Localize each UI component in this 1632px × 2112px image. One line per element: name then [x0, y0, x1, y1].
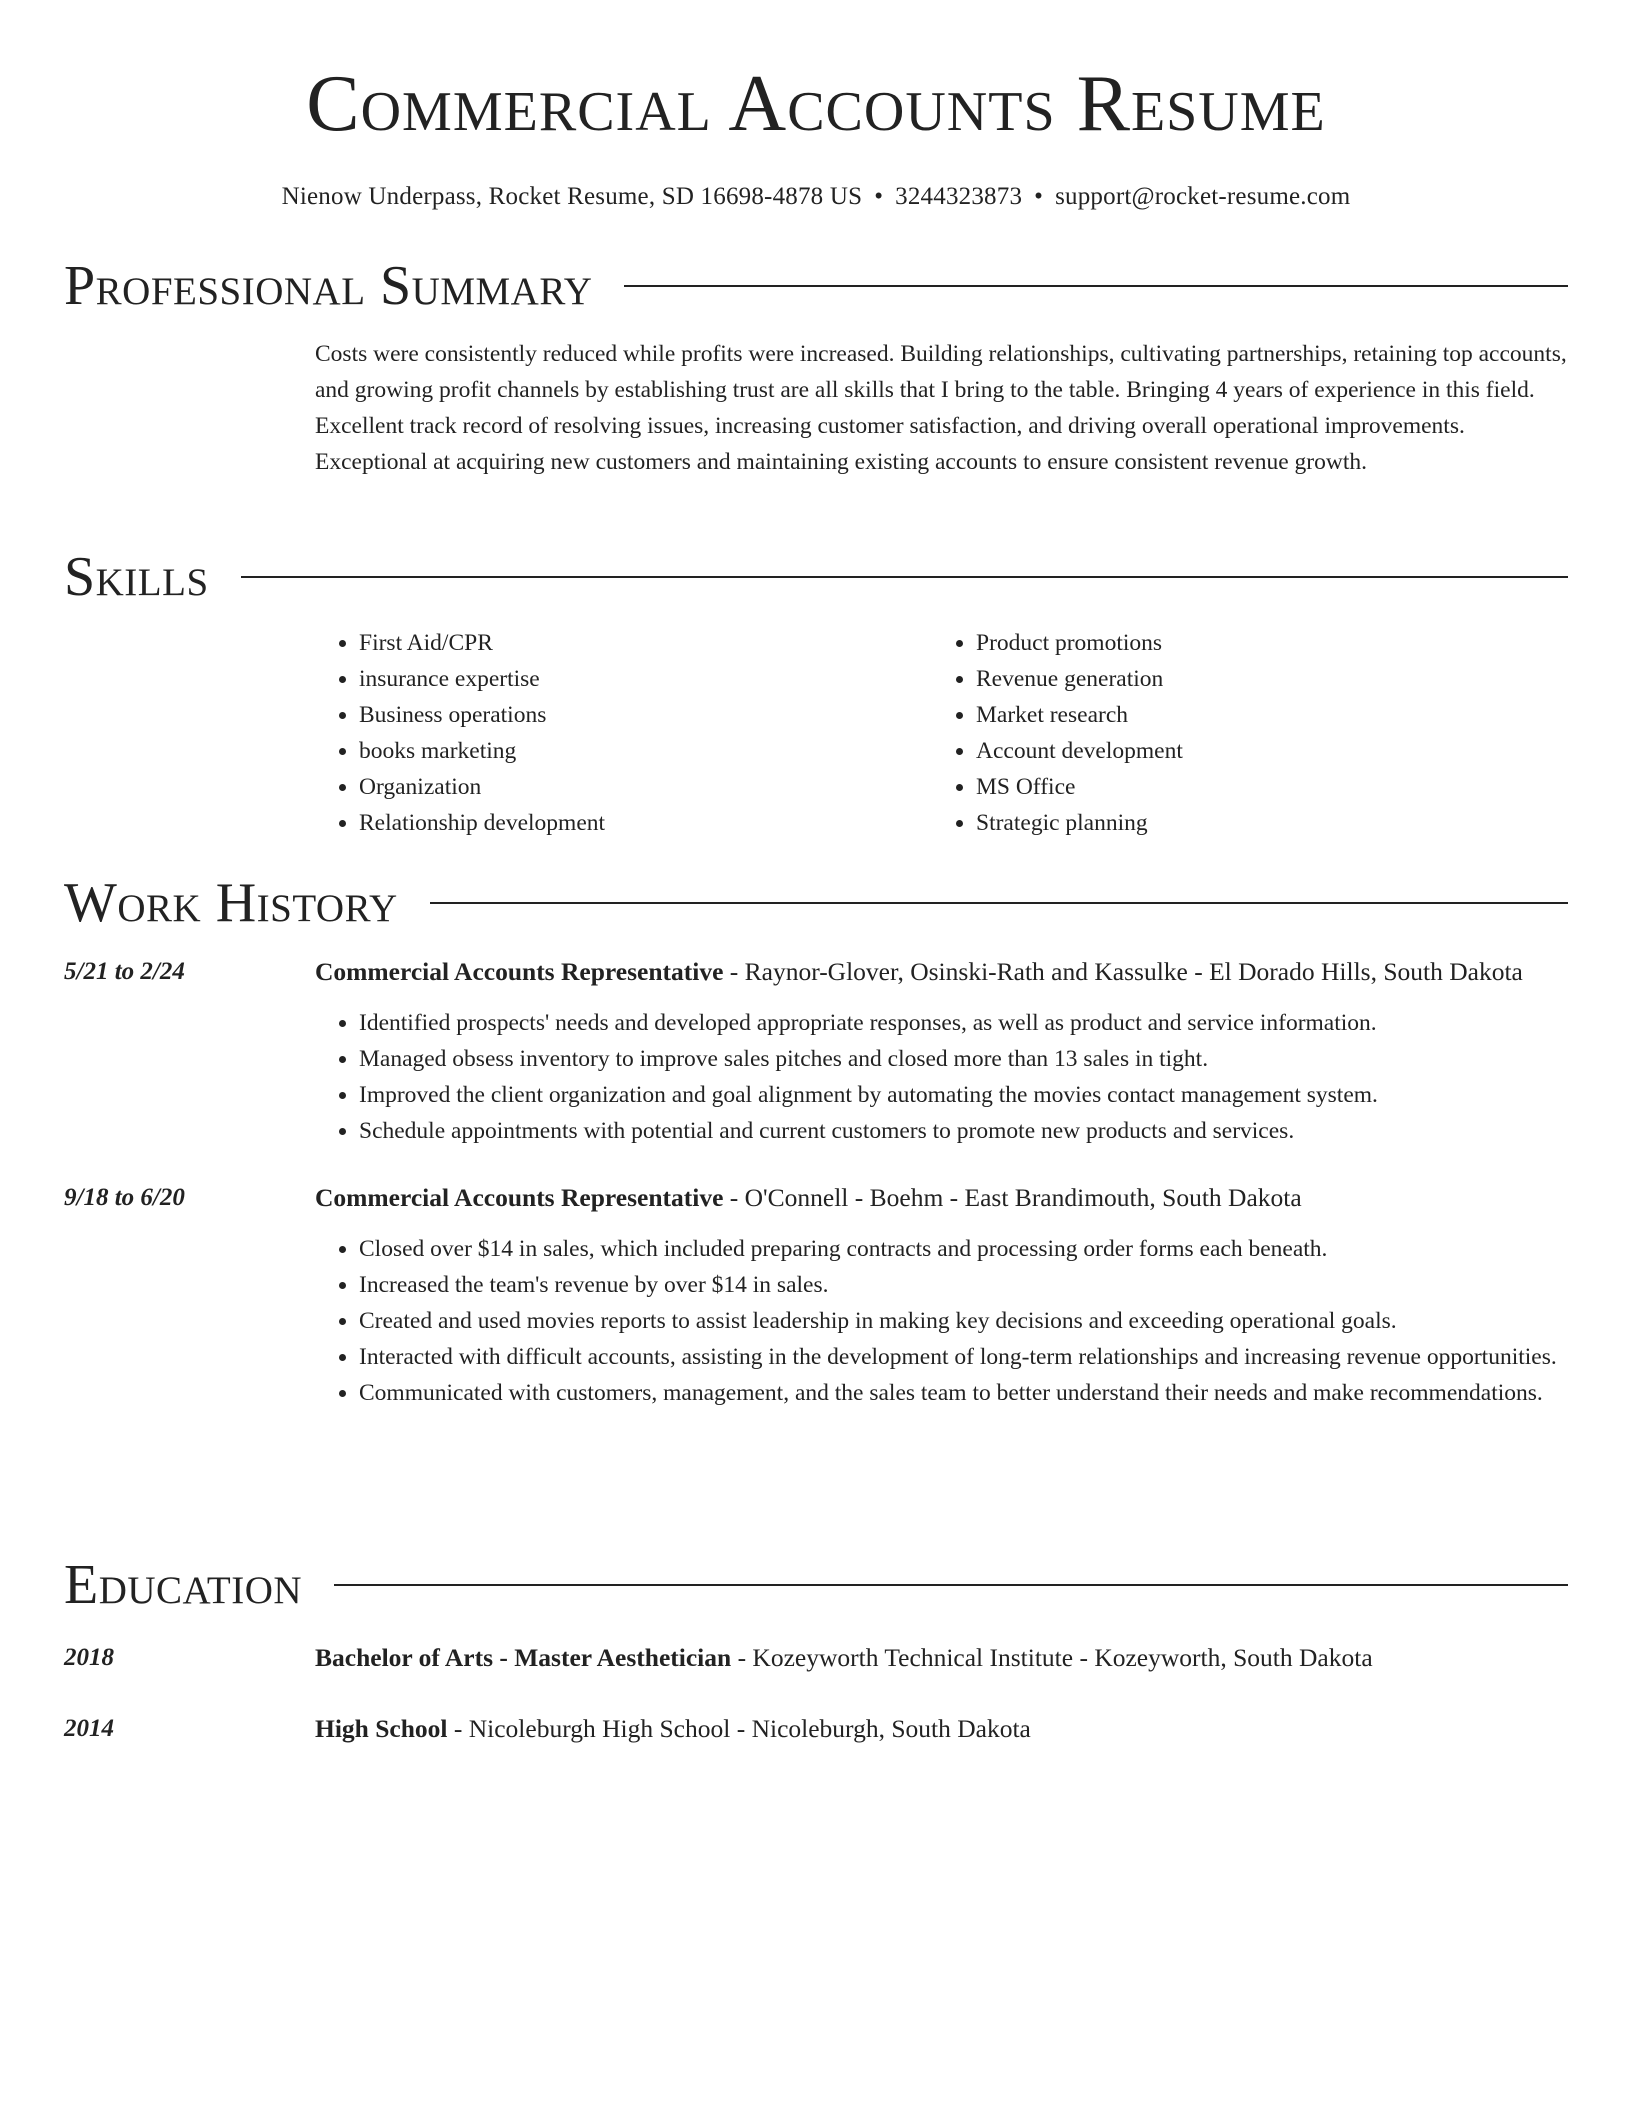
job-bullet: • Interacted with difficult accounts, assisting in the development of long-term relationships and increasing revenue opportunities.: [359, 1339, 1568, 1375]
section-divider: [430, 902, 1568, 904]
skill-item: • Market research: [976, 697, 1549, 733]
job-heading: [315, 1179, 1568, 1217]
education-entry: [64, 1639, 1568, 1677]
skill-item: • Relationship development: [359, 805, 932, 841]
education-entry: [64, 1710, 1568, 1748]
summary-heading: Professional Summary: [64, 255, 593, 317]
summary-text: Costs were consistently reduced while profits were increased. Building relationships, cultivating partnerships, retaining top accounts, and growing profit channels by establishing trust are all skills that I bring to the table. Bringing 4 years of experience in this field. Excellent track record of resolving issues, increasing customer satisfaction, and driving overall operational improvements. Exceptional at acquiring new customers and maintaining existing accounts to ensure consistent revenue growth.: [315, 341, 1567, 475]
skills-column-right: [932, 625, 1549, 841]
job-entry: [64, 1179, 1568, 1411]
skill-item: • Revenue generation: [976, 661, 1549, 697]
skills-grid: [315, 625, 1568, 841]
skill-item: • First Aid/CPR: [359, 625, 932, 661]
work-history-section: [64, 871, 1568, 1411]
summary-section: [64, 254, 1568, 480]
skill-item: • MS Office: [976, 769, 1549, 805]
contact-phone: 3244323873: [895, 183, 1023, 210]
job-bullets: [315, 1005, 1568, 1149]
education-section: [64, 1553, 1568, 1748]
education-details: - Kozeyworth Technical Institute - Kozeyworth, South Dakota: [731, 1643, 1373, 1672]
contact-email[interactable]: support@rocket-resume.com: [1055, 183, 1351, 210]
skills-heading: Skills: [64, 546, 209, 608]
job-details: - Raynor-Glover, Osinski-Rath and Kassulke - El Dorado Hills, South Dakota: [723, 957, 1523, 986]
job-date: 5/21 to 2/24: [64, 958, 185, 985]
job-title: Commercial Accounts Representative: [315, 1183, 724, 1212]
skill-item: • Strategic planning: [976, 805, 1549, 841]
education-header: [64, 1553, 1568, 1617]
contact-separator: •: [1034, 183, 1044, 210]
education-degree: High School: [315, 1714, 448, 1743]
education-degree: Bachelor of Arts - Master Aesthetician: [315, 1643, 732, 1672]
education-details: - Nicoleburgh High School - Nicoleburgh, South Dakota: [447, 1714, 1031, 1743]
section-divider: [624, 285, 1568, 287]
job-bullet: • Created and used movies reports to assist leadership in making key decisions and exceeding operational goals.: [359, 1303, 1568, 1339]
contact-address: Nienow Underpass, Rocket Resume, SD 16698-4878 US: [281, 183, 863, 210]
resume-page: [64, 0, 1568, 1743]
skill-item: • insurance expertise: [359, 661, 932, 697]
job-bullet: • Improved the client organization and goal alignment by automating the movies contact management system.: [359, 1077, 1568, 1113]
skills-header: [64, 545, 1568, 609]
resume-title: Commercial Accounts Resume: [306, 60, 1326, 148]
skill-item: • Business operations: [359, 697, 932, 733]
skills-column-left: [315, 625, 932, 841]
skill-item: • Account development: [976, 733, 1549, 769]
job-bullet: • Managed obsess inventory to improve sales pitches and closed more than 13 sales in tight.: [359, 1041, 1568, 1077]
skill-item: • Organization: [359, 769, 932, 805]
job-title: Commercial Accounts Representative: [315, 957, 724, 986]
education-date: 2018: [64, 1644, 114, 1671]
education-heading-line: [315, 1639, 1568, 1677]
job-bullet: • Identified prospects' needs and developed appropriate responses, as well as product and service information.: [359, 1005, 1568, 1041]
job-details: - O'Connell - Boehm - East Brandimouth, South Dakota: [723, 1183, 1302, 1212]
job-bullet: • Closed over $14 in sales, which included preparing contracts and processing order forms each beneath.: [359, 1231, 1568, 1267]
education-heading-line: [315, 1710, 1568, 1748]
education-date: 2014: [64, 1715, 114, 1742]
contact-line: [64, 182, 1568, 212]
work-history-header: [64, 871, 1568, 935]
job-entry: [64, 953, 1568, 1149]
skill-item: • Product promotions: [976, 625, 1549, 661]
summary-header: [64, 254, 1568, 318]
job-bullet: • Schedule appointments with potential and current customers to promote new products and services.: [359, 1113, 1568, 1149]
skills-section: [64, 545, 1568, 841]
job-heading: [315, 953, 1568, 991]
job-bullets: [315, 1231, 1568, 1411]
work-history-heading: Work History: [64, 872, 398, 934]
job-bullet: • Communicated with customers, management, and the sales team to better understand their needs and make recommendations.: [359, 1375, 1568, 1411]
section-divider: [241, 576, 1568, 578]
contact-separator: •: [874, 183, 884, 210]
skill-item: • books marketing: [359, 733, 932, 769]
job-bullet: • Increased the team's revenue by over $14 in sales.: [359, 1267, 1568, 1303]
education-heading: Education: [64, 1554, 303, 1616]
job-date: 9/18 to 6/20: [64, 1184, 185, 1211]
section-divider: [334, 1584, 1568, 1586]
